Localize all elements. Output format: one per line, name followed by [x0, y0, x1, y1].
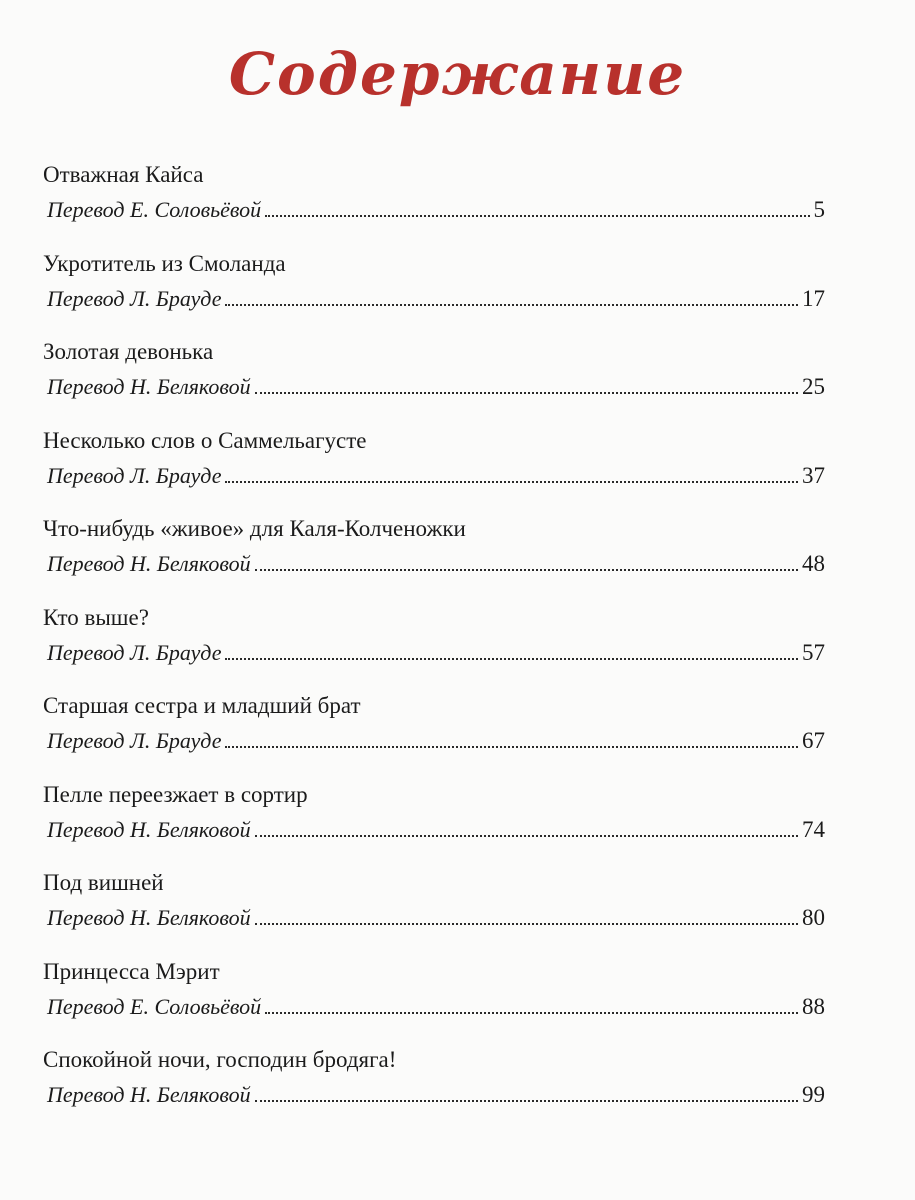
toc-entry[interactable] [43, 514, 825, 603]
dot-leader [225, 480, 798, 483]
story-title: Отважная Кайса [43, 162, 204, 187]
dot-leader [255, 1099, 798, 1102]
toc-entry[interactable] [43, 957, 825, 1046]
contents-heading: Содержание [228, 40, 687, 108]
toc-entry[interactable] [43, 603, 825, 692]
translator-credit: Перевод Н. Беляковой [47, 551, 251, 576]
page-number: 25 [802, 374, 825, 399]
toc-entry[interactable] [43, 337, 825, 426]
page-number: 67 [802, 728, 825, 753]
toc-entry[interactable] [43, 426, 825, 515]
toc-entry[interactable] [43, 160, 825, 249]
page-number: 57 [802, 639, 825, 665]
story-title: Укротитель из Смоланда [43, 250, 286, 276]
dot-leader [255, 391, 798, 394]
translator-credit: Перевод Е. Соловьёвой [47, 197, 262, 222]
table-of-contents [43, 160, 825, 1134]
dot-leader [255, 834, 798, 837]
page-number: 88 [802, 993, 825, 1019]
translator-credit: Перевод Л. Брауде [47, 728, 222, 753]
toc-entry[interactable] [43, 691, 825, 780]
dot-leader [225, 303, 798, 306]
story-title: Несколько слов о Саммельагусте [43, 427, 367, 453]
story-title: Под вишней [43, 870, 164, 895]
translator-credit: Перевод Н. Беляковой [47, 374, 251, 399]
dot-leader [265, 1011, 798, 1014]
translator-credit: Перевод Л. Брауде [47, 462, 222, 488]
story-title: Золотая девонька [43, 339, 214, 364]
story-title: Принцесса Мэрит [43, 958, 220, 984]
translator-credit: Перевод Н. Беляковой [47, 905, 251, 930]
story-title: Кто выше? [43, 604, 149, 630]
translator-credit: Перевод Е. Соловьёвой [47, 993, 262, 1019]
dot-leader [225, 745, 798, 748]
story-title: Что-нибудь «живое» для Каля-Колченожки [43, 516, 466, 541]
toc-entry[interactable] [43, 1045, 825, 1134]
page-number: 17 [802, 285, 825, 311]
dot-leader [255, 922, 798, 925]
toc-entry[interactable] [43, 249, 825, 338]
dot-leader [255, 568, 798, 571]
dot-leader [265, 214, 809, 217]
story-title: Старшая сестра и младший брат [43, 693, 361, 718]
story-title: Пелле переезжает в сортир [43, 781, 308, 807]
page-number: 37 [802, 462, 825, 488]
page-number: 5 [813, 197, 825, 222]
translator-credit: Перевод Л. Брауде [47, 639, 222, 665]
translator-credit: Перевод Н. Беляковой [47, 816, 251, 842]
toc-entry[interactable] [43, 780, 825, 869]
translator-credit: Перевод Л. Брауде [47, 285, 222, 311]
page-number: 48 [802, 551, 825, 576]
translator-credit: Перевод Н. Беляковой [47, 1082, 251, 1107]
page-number: 99 [802, 1082, 825, 1107]
dot-leader [225, 657, 798, 660]
story-title: Спокойной ночи, господин бродяга! [43, 1047, 397, 1072]
page-number: 74 [802, 816, 825, 842]
page-number: 80 [802, 905, 825, 930]
toc-entry[interactable] [43, 868, 825, 957]
